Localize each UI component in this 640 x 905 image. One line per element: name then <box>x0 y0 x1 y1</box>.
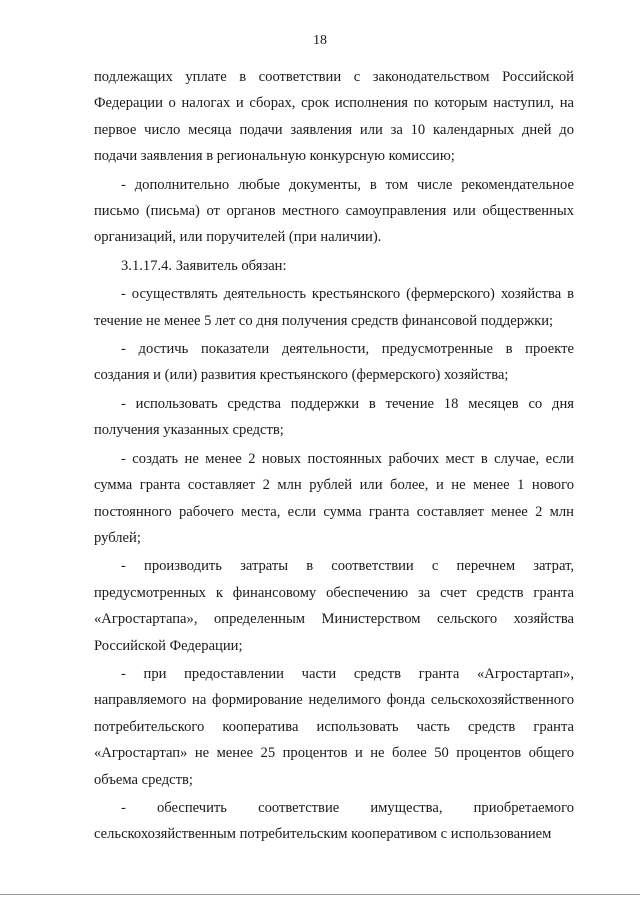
document-body <box>94 64 574 848</box>
paragraph: - при предоставлении части средств гранта «Агростартап», направляемого на формирование неделимого фонда сельскохозяйственного потребительского кооператива использовать часть средств гранта «Агростартап» не менее 25 процентов и не более 50 процентов общего объема средств; <box>94 665 574 788</box>
paragraph: 3.1.17.4. Заявитель обязан: <box>121 257 287 274</box>
paragraph: - создать не менее 2 новых постоянных рабочих мест в случае, если сумма гранта составляет 2 млн рублей или более, и не менее 1 нового постоянного рабочего места, если сумма гранта составляет менее 2 млн рублей; <box>94 450 574 546</box>
paragraph: - обеспечить соответствие имущества, приобретаемого сельскохозяйственным потребительским кооперативом с использованием <box>94 799 574 843</box>
paragraph: - производить затраты в соответствии с перечнем затрат, предусмотренных к финансовому обеспечению за счет средств гранта «Агростартапа», определенным Министерством сельского хозяйства Российской Федерации; <box>94 558 574 654</box>
paragraph: подлежащих уплате в соответствии с законодательством Российской Федерации о налогах и сборах, срок исполнения по которым наступил, на первое число месяца подачи заявления или за 10 календарных дней до подачи заявления в региональную конкурсную комиссию; <box>94 69 574 165</box>
scan-edge-line <box>0 894 640 895</box>
paragraph: - осуществлять деятельность крестьянского (фермерского) хозяйства в течение не менее 5 лет со дня получения средств финансовой поддержки; <box>94 286 574 329</box>
paragraph: - дополнительно любые документы, в том числе рекомендательное письмо (письма) от органов местного самоуправления или общественных организаций, или поручителей (при наличии). <box>94 176 574 246</box>
page-number: 18 <box>313 33 327 48</box>
paragraph: - достичь показатели деятельности, предусмотренные в проекте создания и (или) развития крестьянского (фермерского) хозяйства; <box>94 341 574 384</box>
paragraph: - использовать средства поддержки в течение 18 месяцев со дня получения указанных средств; <box>94 395 574 439</box>
